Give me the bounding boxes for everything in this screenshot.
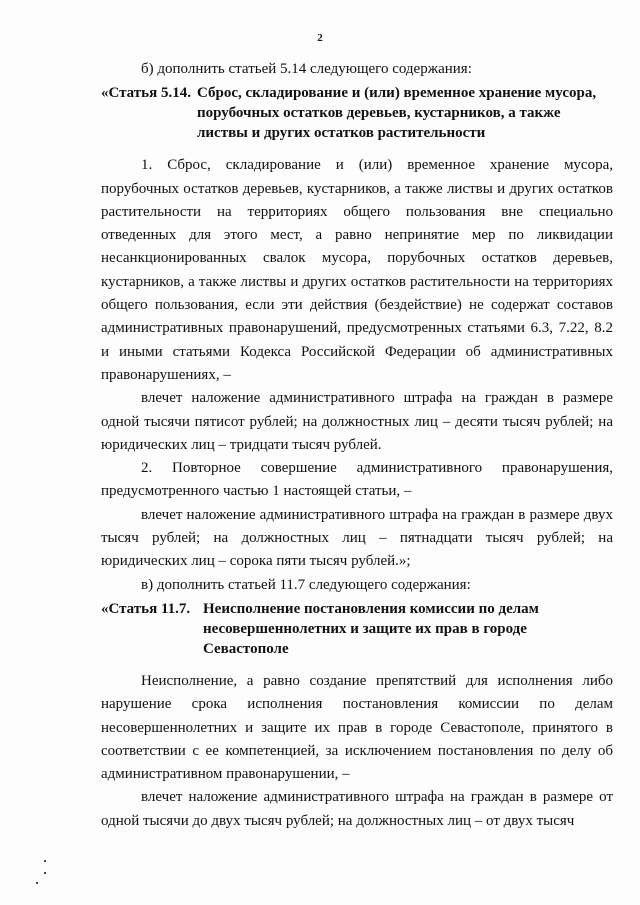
article-5-14-part-2-penalty: влечет наложение административного штрафа на граждан в размере двух тысяч рублей; на должностных лиц – пятнадцати тысяч рублей; на юридических лиц – сорока пяти тысяч рублей.»; [101, 506, 613, 570]
document-body [101, 58, 613, 833]
page-number: 2 [317, 32, 323, 44]
article-11-7-penalty: влечет наложение административного штрафа на граждан в размере от одной тысячи до двух тысяч рублей; на должностных лиц – от двух тысяч [101, 789, 613, 829]
article-5-14-part-1: 1. Сброс, складирование и (или) временное хранение мусора, порубочных остатков деревьев, кустарников, а также листвы и других остатков растительности на территориях общего пользования вне специально отведенных для этого мест, а равно непринятие мер по ликвидации несанкционированных свалок мусора, порубочных остатков деревьев, кустарников, а также листвы и других остатков растительности на территориях общего пользования, если эти действия (бездействие) не содержат составов административных правонарушений, предусмотренных статьями 6.3, 7.22, 8.2 и иными статьями Кодекса Российской Федерации об административных правонарушениях, – [101, 157, 613, 383]
article-5-14-part-2-first-line: 2. Повторное совершение административного правонарушения, [141, 460, 613, 477]
article-11-7-title: Неисполнение постановления комиссии по делам несовершеннолетних и защите их прав в городе Севастополе [203, 600, 539, 657]
article-11-7-number: «Статья 11.7. [101, 600, 191, 617]
amendment-item-v: в) дополнить статьей 11.7 следующего содержания: [141, 576, 471, 593]
article-5-14-part-2 [101, 457, 613, 480]
article-5-14-part-2-continuation: предусмотренного частью 1 настоящей статьи, – [101, 483, 412, 500]
article-5-14-title: Сброс, складирование и (или) временное хранение мусора, порубочных остатков деревьев, кустарников, а также листвы и других остатков растительности [197, 85, 597, 142]
scan-margin-marks [30, 858, 56, 898]
article-5-14-heading [101, 83, 613, 143]
article-5-14-number: «Статья 5.14. [101, 85, 191, 102]
article-11-7-body: Неисполнение, а равно создание препятствий для исполнения либо нарушение срока исполнения постановления комиссии по делам несовершеннолетних и защите их прав в городе Севастополе, принятого в соответствии с ее компетенцией, за исключением постановления по делу об административном правонарушении, – [101, 672, 613, 783]
article-11-7-heading [101, 599, 613, 659]
article-5-14-part-1-penalty: влечет наложение административного штрафа на граждан в размере одной тысячи пятисот рублей; на должностных лиц – десяти тысяч рублей; на юридических лиц – тридцати тысяч рублей. [101, 390, 613, 453]
amendment-item-b: б) дополнить статьей 5.14 следующего содержания: [141, 61, 472, 77]
